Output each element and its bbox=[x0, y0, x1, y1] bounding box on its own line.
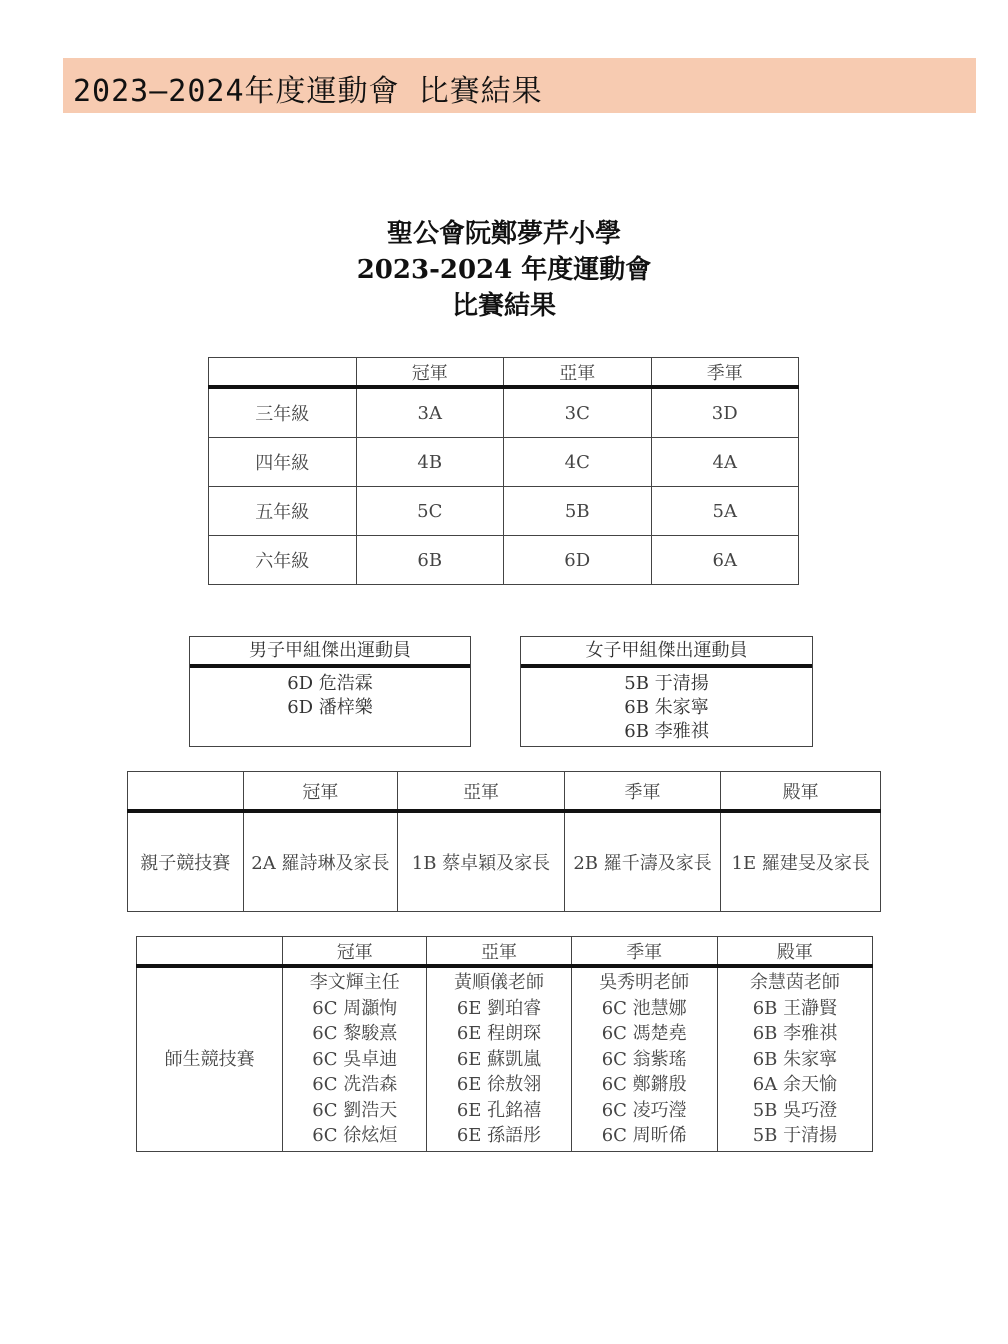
table-row bbox=[128, 811, 881, 912]
team-member: 吳秀明老師 bbox=[599, 972, 690, 993]
header-cell bbox=[128, 772, 244, 812]
team-member: 6E 徐敖翎 bbox=[456, 1074, 542, 1095]
teacher-student-table bbox=[136, 936, 873, 1152]
athlete-name: 6D 危浩霖 bbox=[287, 673, 373, 694]
event-label: 親子競技賽 bbox=[128, 811, 244, 912]
result-cell: 3D bbox=[651, 387, 799, 438]
team-member: 6C 徐炫烜 bbox=[312, 1125, 398, 1146]
athlete-name: 5B 于清揚 bbox=[624, 673, 709, 694]
team-member: 6C 劉浩天 bbox=[312, 1099, 398, 1121]
team-member: 6E 劉珀睿 bbox=[456, 997, 542, 1019]
result-cell: 4B bbox=[356, 438, 504, 487]
team-member: 6B 朱家寧 bbox=[752, 1048, 838, 1070]
female-athletes-box bbox=[520, 636, 813, 747]
result-cell: 5A bbox=[651, 487, 799, 536]
header-cell: 季軍 bbox=[564, 772, 721, 812]
team-member: 6E 孫語彤 bbox=[456, 1125, 542, 1146]
table-header-row bbox=[128, 772, 881, 812]
male-athletes-title: 男子甲組傑出運動員 bbox=[190, 637, 470, 668]
team-member: 6C 周昕俙 bbox=[601, 1125, 687, 1146]
team-member: 黃順儀老師 bbox=[453, 972, 544, 993]
table-row bbox=[209, 387, 799, 438]
team-member: 6B 李雅祺 bbox=[752, 1023, 838, 1044]
table-row bbox=[209, 536, 799, 585]
table-row bbox=[137, 966, 873, 1151]
team-member: 6C 翁紫瑤 bbox=[601, 1048, 687, 1070]
team-member: 5B 吳巧澄 bbox=[752, 1099, 838, 1121]
result-cell: 6B bbox=[356, 536, 504, 585]
header-cell: 亞軍 bbox=[504, 358, 652, 388]
team-member: 6A 余天愉 bbox=[752, 1074, 837, 1095]
result-cell: 5C bbox=[356, 487, 504, 536]
team-cell bbox=[427, 966, 571, 1151]
team-member: 6C 鄭鏘殷 bbox=[601, 1074, 687, 1095]
event-label: 師生競技賽 bbox=[137, 966, 283, 1151]
result-cell: 6A bbox=[651, 536, 799, 585]
result-cell: 4C bbox=[504, 438, 652, 487]
result-cell: 3A bbox=[356, 387, 504, 438]
result-cell: 5B bbox=[504, 487, 652, 536]
header-cell: 殿軍 bbox=[717, 937, 872, 967]
team-member: 6C 冼浩森 bbox=[312, 1074, 398, 1095]
male-athletes-box bbox=[189, 636, 471, 747]
team-member: 6E 程朗琛 bbox=[456, 1023, 542, 1044]
team-member: 6C 黎駿熹 bbox=[312, 1023, 398, 1044]
header-cell: 冠軍 bbox=[283, 937, 427, 967]
header-cell bbox=[137, 937, 283, 967]
table-row bbox=[209, 438, 799, 487]
team-cell bbox=[571, 966, 717, 1151]
header-cell: 冠軍 bbox=[356, 358, 504, 388]
class-results-table bbox=[208, 357, 799, 585]
school-name: 聖公會阮鄭夢芹小學 bbox=[386, 219, 621, 249]
team-member: 李文輝主任 bbox=[309, 972, 400, 993]
result-cell: 2B 羅千濤及家長 bbox=[564, 811, 721, 912]
header-cell bbox=[209, 358, 357, 388]
table-row bbox=[209, 487, 799, 536]
results-heading: 比賽結果 bbox=[451, 291, 556, 321]
female-athletes-title: 女子甲組傑出運動員 bbox=[521, 637, 812, 668]
grade-label: 三年級 bbox=[209, 387, 357, 438]
team-member: 6E 孔銘禧 bbox=[456, 1099, 542, 1121]
result-cell: 4A bbox=[651, 438, 799, 487]
team-member: 余慧茵老師 bbox=[749, 972, 840, 993]
grade-label: 六年級 bbox=[209, 536, 357, 585]
header-cell: 亞軍 bbox=[427, 937, 571, 967]
header-cell: 冠軍 bbox=[243, 772, 398, 812]
team-member: 6C 吳卓迪 bbox=[312, 1048, 398, 1070]
title-banner bbox=[63, 58, 976, 113]
table-header-row bbox=[137, 937, 873, 967]
result-cell: 2A 羅詩琳及家長 bbox=[243, 811, 398, 912]
team-member: 6C 凌巧瀅 bbox=[601, 1099, 687, 1121]
team-cell bbox=[717, 966, 872, 1151]
header-cell: 季軍 bbox=[651, 358, 799, 388]
team-member: 6B 王瀞賢 bbox=[752, 997, 838, 1019]
team-member: 6C 周灝恂 bbox=[312, 997, 398, 1019]
athlete-name: 6D 潘梓樂 bbox=[287, 697, 373, 718]
team-cell bbox=[283, 966, 427, 1151]
team-member: 6E 蘇凱嵐 bbox=[456, 1048, 542, 1070]
grade-label: 五年級 bbox=[209, 487, 357, 536]
team-member: 6C 池慧娜 bbox=[601, 997, 687, 1019]
team-member: 6C 馮楚堯 bbox=[601, 1023, 687, 1044]
athlete-name: 6B 朱家寧 bbox=[624, 697, 709, 718]
event-name: 2023-2024 年度運動會 bbox=[356, 255, 652, 285]
result-cell: 1E 羅建旻及家長 bbox=[721, 811, 881, 912]
header-cell: 季軍 bbox=[571, 937, 717, 967]
banner-title: 2023—2024年度運動會 比賽結果 bbox=[73, 74, 543, 109]
header-cell: 殿軍 bbox=[721, 772, 881, 812]
parent-child-table bbox=[127, 771, 881, 912]
table-header-row bbox=[209, 358, 799, 388]
result-cell: 6D bbox=[504, 536, 652, 585]
athlete-name: 6B 李雅祺 bbox=[624, 721, 709, 742]
result-cell: 3C bbox=[504, 387, 652, 438]
result-cell: 1B 蔡卓穎及家長 bbox=[398, 811, 564, 912]
header-cell: 亞軍 bbox=[398, 772, 564, 812]
grade-label: 四年級 bbox=[209, 438, 357, 487]
team-member: 5B 于清揚 bbox=[752, 1125, 838, 1146]
